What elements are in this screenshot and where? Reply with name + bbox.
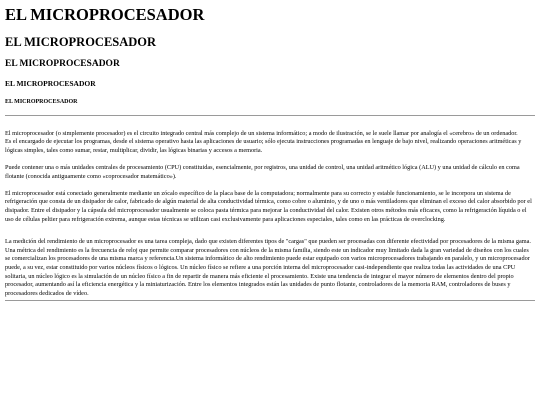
heading-level-1: EL MICROPROCESADOR bbox=[5, 5, 205, 24]
bottom-divider bbox=[5, 300, 535, 301]
heading-level-4: EL MICROPROCESADOR bbox=[5, 79, 96, 89]
paragraph-cpu-units: Puede contener una o más unidades centrales de procesamiento (CPU) constituidas, esencialmente, por registros, una unidad de control, una unidad aritmético lógica (ALU) y una unidad de cálculo en coma flotante (conocida antiguamente como «coprocesador matemático»). bbox=[5, 164, 520, 180]
paragraph-intro-line-1: El microprocesador (o simplemente procesador) es el circuito integrado central más complejo de un sistema informático; a modo de ilustración, se le suele llamar por analogía el «cerebro» de un ordenador. bbox=[5, 129, 518, 137]
heading-level-2: EL MICROPROCESADOR bbox=[5, 34, 157, 49]
top-divider bbox=[5, 115, 535, 116]
heading-level-5: EL MICROPROCESADOR bbox=[5, 98, 78, 105]
section-performance bbox=[5, 238, 535, 298]
heading-level-3: EL MICROPROCESADOR bbox=[5, 59, 120, 70]
section-intro bbox=[5, 130, 535, 224]
paragraph-intro-line-2: Es el encargado de ejecutar los programas, desde el sistema operativo hasta las aplicaciones de usuario; sólo ejecuta instrucciones programadas en lenguaje de bajo nivel, realizando operaciones aritméticas y lógicas simples, tales como sumar, restar, multiplicar, dividir, las lógicas binarias y accesos a memoria. bbox=[5, 138, 522, 154]
paragraph-performance: La medición del rendimiento de un microprocesador es una tarea compleja, dado que existen diferentes tipos de "cargas" que pueden ser procesadas con diferente efectividad por procesadores de la misma gama. Una métrica del rendimiento es la frecuencia de reloj que permite comparar procesadores con núcleos de la misma familia, siendo este un indicador muy limitado dada la gran variedad de diseños con los cuales se comercializan los procesadores de una misma marca y referencia.Un sistema informático de alto rendimiento puede estar equipado con varios microprocesadores trabajando en paralelo, y un microprocesador puede, a su vez, estar constituido por varios núcleos físicos o lógicos. Un núcleo físico se refiere a una porción interna del microprocesador casi-independiente que realiza todas las actividades de una CPU solitaria, un núcleo lógico es la simulación de un núcleo físico a fin de repartir de manera más eficiente el procesamiento. Existe una tendencia de integrar el mayor número de elementos dentro del propio procesador, aumentando así la eficiencia energética y la miniaturización. Entre los elementos integrados están las unidades de punto flotante, controladores de la memoria RAM, controladores de buses y procesadores dedicados de vídeo. bbox=[5, 238, 531, 297]
paragraph-cooling: El microprocesador está conectado generalmente mediante un zócalo específico de la placa base de la computadora; normalmente para su correcto y estable funcionamiento, se le incorpora un sistema de refrigeración que consta de un disipador de calor, fabricado de algún material de alta conductividad térmica, como cobre o aluminio, y de uno o más ventiladores que eliminan el exceso del calor absorbido por el disipador. Entre el disipador y la cápsula del microprocesador usualmente se coloca pasta térmica para mejorar la conductividad del calor. Existen otros métodos más eficaces, como la refrigeración líquida o el uso de células peltier para refrigeración extrema, aunque estas técnicas se utilizan casi exclusivamente para aplicaciones especiales, tales como en las prácticas de overclocking. bbox=[5, 189, 532, 223]
